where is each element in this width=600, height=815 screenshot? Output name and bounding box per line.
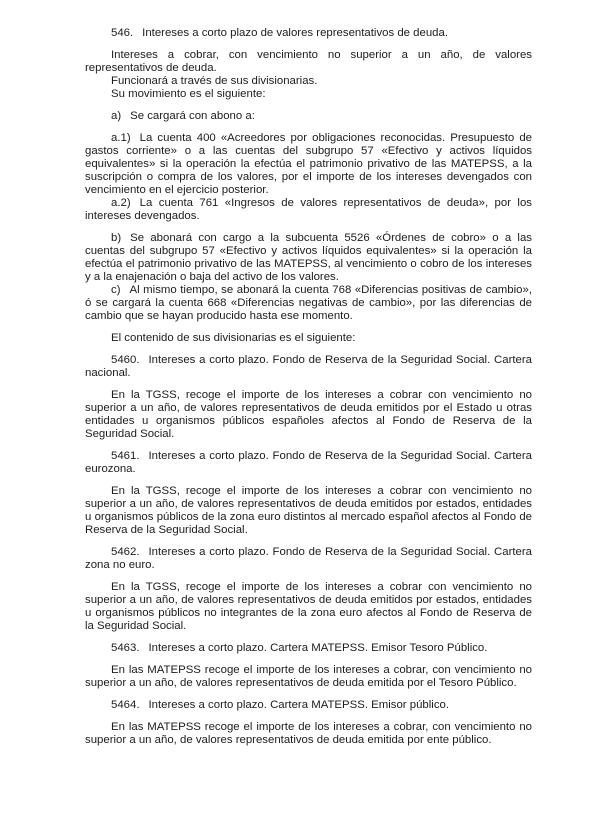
paragraph-text: Funcionará a través de sus divisionarias. [111, 75, 318, 87]
item-c [85, 284, 532, 323]
paragraph-text: En las MATEPSS recoge el importe de los intereses a cobrar, con vencimiento no superior a un año, de valores representativos de deuda emitida por ente público. [85, 721, 532, 746]
paragraph-text: Su movimiento es el siguiente: [111, 88, 266, 100]
paragraph-text: La cuenta 761 «Ingresos de valores representativos de deuda», por los intereses devengados. [85, 197, 532, 222]
item-b [85, 232, 532, 284]
paragraph-text: Intereses a corto plazo. Fondo de Reserva de la Seguridad Social. Cartera eurozona. [85, 450, 532, 475]
paragraph-text: El contenido de sus divisionarias es el siguiente: [111, 332, 356, 344]
paragraph-text: Intereses a corto plazo. Fondo de Reserva de la Seguridad Social. Cartera nacional. [85, 354, 532, 379]
para-contenido [85, 332, 532, 345]
paragraph-label: 5460. [111, 354, 140, 366]
paragraph-text: Se cargará con abono a: [130, 110, 255, 122]
account-5463-heading [85, 642, 532, 655]
paragraph-label: 5464. [111, 699, 140, 711]
paragraph-text: En la TGSS, recoge el importe de los intereses a cobrar con vencimiento no superior a un año, de valores representativos de deuda emitidos por estados, entidades u organismos públicos no integrantes de la zona euro afectos al Fondo de Reserva de la Seguridad Social. [85, 581, 532, 632]
paragraph-label: a.2) [111, 197, 131, 209]
account-5461-heading [85, 450, 532, 476]
account-546-heading [85, 27, 532, 40]
paragraph-text: En la TGSS, recoge el importe de los intereses a cobrar con vencimiento no superior a un año, de valores representativos de deuda emitidos por estados, entidades u organismos públicos de la zona euro distintos al mercado español afectos al Fondo de Reserva de la Seguridad Social. [85, 485, 532, 536]
account-5460-heading [85, 354, 532, 380]
paragraph-label: a) [111, 110, 122, 122]
para-5461-desc [85, 485, 532, 537]
para-5464-desc [85, 721, 532, 747]
para-movimiento [85, 88, 532, 101]
para-5462-desc [85, 581, 532, 633]
paragraph-text: Se abonará con cargo a la subcuenta 5526 «Órdenes de cobro» o a las cuentas del subgrupo 57 «Efectivo y activos líquidos equivalentes» si la operación la efectúa el patrimonio privativo de las MATEPSS, al vencimiento o cobro de los intereses y a la enajenación o baja del activo de los valores. [85, 232, 532, 283]
paragraph-text: Intereses a corto plazo de valores representativos de deuda. [142, 27, 449, 39]
item-a [85, 110, 532, 123]
para-5460-desc [85, 389, 532, 441]
para-5463-desc [85, 664, 532, 690]
paragraph-text: Intereses a cobrar, con vencimiento no superior a un año, de valores representativos de deuda. [85, 49, 532, 74]
paragraph-text: La cuenta 400 «Acreedores por obligaciones reconocidas. Presupuesto de gastos corriente» o a las cuentas del subgrupo 57 «Efectivo y activos líquidos equivalentes» si la operación la efectúa el patrimonio privativo de las MATEPSS, a la suscripción o compra de los valores, por el importe de los intereses devengados con vencimiento en el ejercicio posterior. [85, 132, 532, 196]
para-funcionara [85, 75, 532, 88]
paragraph-label: a.1) [111, 132, 131, 144]
item-a1 [85, 132, 532, 197]
item-a2 [85, 197, 532, 223]
paragraph-label: 5461. [111, 450, 140, 462]
para-546-definition [85, 49, 532, 75]
account-5464-heading [85, 699, 532, 712]
paragraph-label: b) [111, 232, 122, 244]
paragraph-text: En la TGSS, recoge el importe de los intereses a cobrar con vencimiento no superior a un año, de valores representativos de deuda emitidos por el Estado u otras entidades u organismos públicos españoles afectos al Fondo de Reserva de la Seguridad Social. [85, 389, 532, 440]
paragraph-text: Al mismo tiempo, se abonará la cuenta 768 «Diferencias positivas de cambio», ó se cargará la cuenta 668 «Diferencias negativas de cambio», por las diferencias de cambio que se hayan producido hasta ese momento. [85, 284, 532, 322]
account-5462-heading [85, 546, 532, 572]
paragraph-text: Intereses a corto plazo. Cartera MATEPSS. Emisor Tesoro Público. [148, 642, 488, 654]
paragraph-label: 546. [111, 27, 134, 39]
paragraph-text: En las MATEPSS recoge el importe de los intereses a cobrar, con vencimiento no superior a un año, de valores representativos de deuda emitida por el Tesoro Público. [85, 664, 532, 689]
paragraph-label: 5462. [111, 546, 140, 558]
paragraph-label: 5463. [111, 642, 140, 654]
paragraph-text: Intereses a corto plazo. Cartera MATEPSS. Emisor público. [148, 699, 450, 711]
paragraph-label: c) [111, 284, 121, 296]
paragraph-text: Intereses a corto plazo. Fondo de Reserva de la Seguridad Social. Cartera zona no euro. [85, 546, 532, 571]
